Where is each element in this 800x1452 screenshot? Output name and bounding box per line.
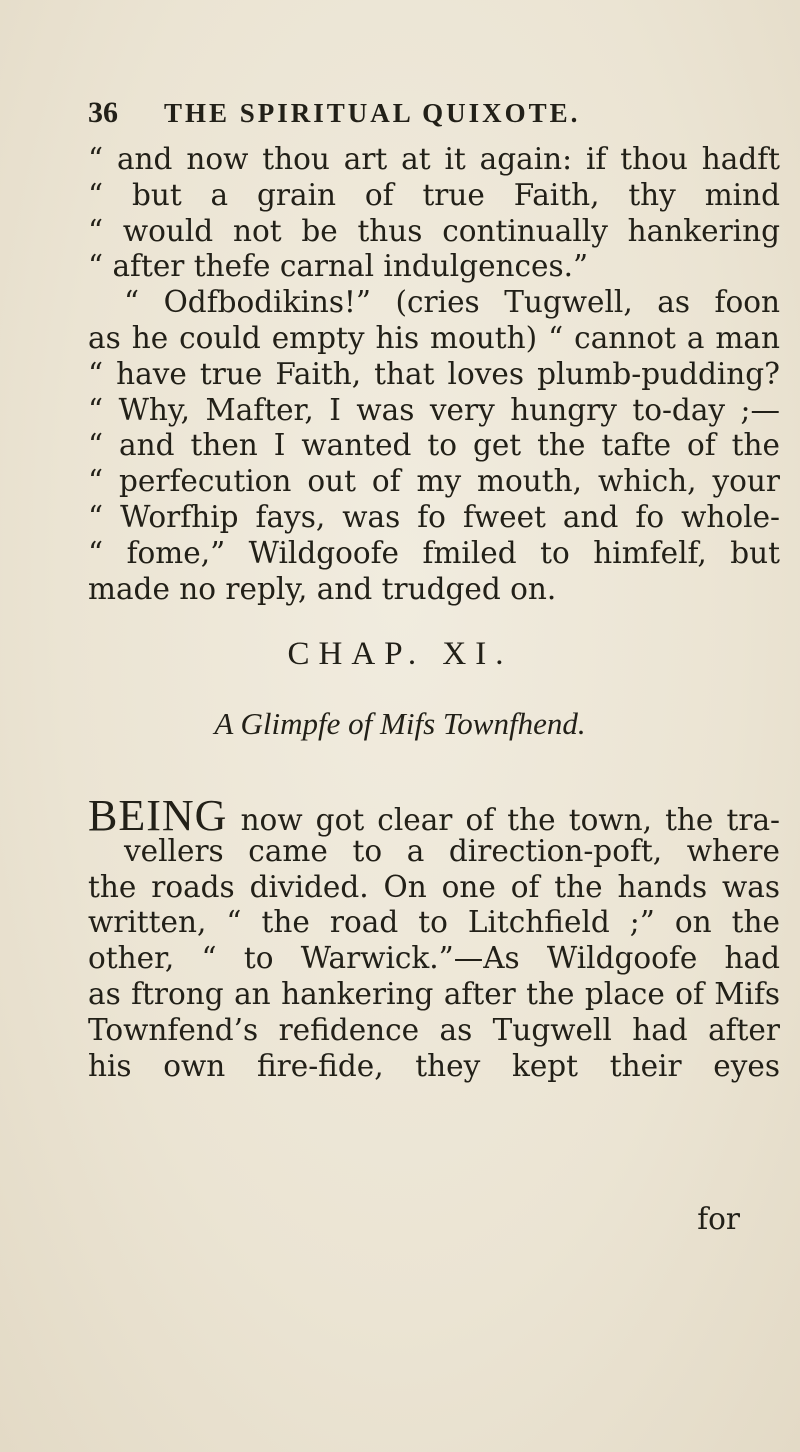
- text-line: “ Why, Mafter, I was very hungry to-day ;—: [88, 392, 780, 427]
- first-line-rest: now got clear of the town, the tra-: [240, 803, 781, 837]
- text-line: “ but a grain of true Faith, thy mind: [88, 177, 780, 212]
- text-line: “ after thefe carnal indulgences.”: [88, 249, 589, 284]
- text-line: “ would not be thus continually hankering: [88, 213, 780, 248]
- text-line: “ and then I wanted to get the tafte of the: [88, 428, 780, 463]
- text-line: the roads divided. On one of the hands was: [88, 869, 780, 904]
- text-line: “ and now thou art at it again: if thou hadft: [88, 142, 780, 176]
- text-line: as ftrong an hankering after the place of Mifs: [88, 976, 780, 1011]
- text-line: “ Worfhip fays, was fo fweet and fo whole-: [88, 499, 780, 534]
- text-line: made no reply, and trudged on.: [88, 571, 557, 606]
- text-line: written, “ the road to Litchfield ;” on the: [88, 905, 780, 940]
- text-line: “ have true Faith, that loves plumb-pudding?: [88, 356, 780, 391]
- passage-two: [88, 791, 781, 1084]
- text-line: vellers came to a direction-poft, where: [124, 833, 780, 868]
- page-number: 36: [88, 96, 118, 129]
- running-head: [88, 96, 760, 136]
- running-title: THE SPIRITUAL QUIXOTE.: [164, 98, 581, 128]
- chapter-heading: CHAP. XI.: [287, 636, 513, 672]
- text-line: other, “ to Warwick.”—As Wildgoofe had: [88, 941, 780, 976]
- text-line: “ fome,” Wildgoofe fmiled to himfelf, but: [88, 535, 780, 570]
- drop-cap-word: BEING: [88, 791, 228, 840]
- chapter-subtitle: A Glimpfe of Mifs Townfhend.: [214, 706, 586, 741]
- text-line-first: [88, 791, 781, 840]
- text-line: his own fire-fide, they kept their eyes: [88, 1048, 780, 1083]
- text-line: Townfend’s refidence as Tugwell had after: [88, 1012, 780, 1047]
- text-line: “ perfecution out of my mouth, which, your: [88, 464, 780, 499]
- catchword: for: [697, 1202, 740, 1236]
- text-line: as he could empty his mouth) “ cannot a man: [88, 320, 780, 355]
- text-line: “ Odfbodikins!” (cries Tugwell, as foon: [124, 285, 780, 320]
- passage-one: [88, 142, 780, 607]
